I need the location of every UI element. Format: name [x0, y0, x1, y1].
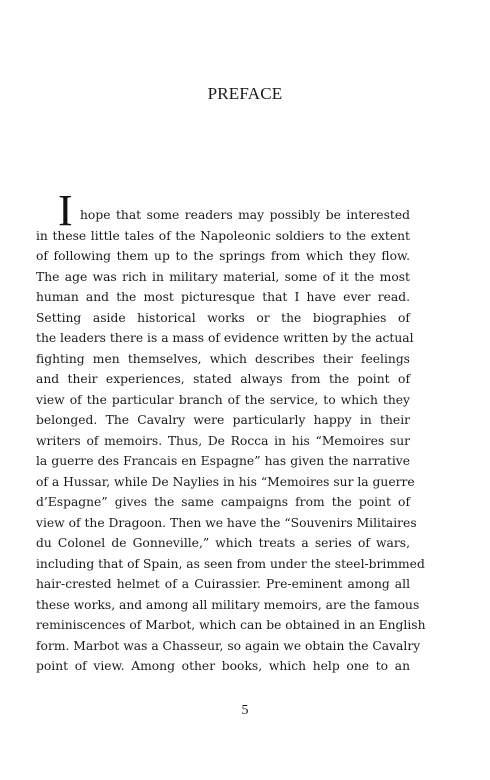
text-line: the leaders there is a mass of evidence written by the actual	[36, 331, 414, 345]
text-line-content: hope that some readers may possibly be interested	[80, 208, 410, 222]
text-line: including that of Spain, as seen from under the steel-brimmed	[36, 556, 425, 571]
text-line: view of the Dragoon. Then we have the “Souvenirs Militaires	[36, 515, 417, 530]
text-line: reminiscences of Marbot, which can be obtained in an English	[36, 618, 426, 632]
text-line: Setting aside historical works or the biographies of	[36, 310, 410, 325]
text-line: d’Espagne” gives the same campaigns from the point of	[36, 495, 410, 509]
text-line: fighting men themselves, which describes their feelings	[36, 351, 410, 366]
text-line: point of view. Among other books, which help one to an	[36, 659, 410, 673]
text-line: belonged. The Cavalry were particularly happy in their	[36, 413, 410, 427]
text-line: in these little tales of the Napoleonic soldiers to the extent	[36, 228, 410, 243]
text-line: and their experiences, stated always from the point of	[36, 372, 410, 386]
text-line: hair-crested helmet of a Cuirassier. Pre-eminent among all	[36, 577, 410, 591]
text-line: writers of memoirs. Thus, De Rocca in his “Memoires sur	[36, 433, 410, 448]
preface-body	[36, 186, 426, 677]
text-line: The age was rich in military material, some of it the most	[36, 269, 410, 284]
text-line: du Colonel de Gonneville,” which treats a series of wars,	[36, 536, 410, 550]
text-line: human and the most picturesque that I have ever read.	[36, 290, 410, 304]
text-line: of following them up to the springs from which they flow.	[36, 249, 410, 263]
text-line: la guerre des Francais en Espagne” has given the narrative	[36, 454, 410, 468]
text-line: view of the particular branch of the service, to which they	[36, 392, 410, 407]
text-line	[36, 186, 410, 235]
text-line: of a Hussar, while De Naylies in his “Memoires sur la guerre	[36, 474, 415, 489]
drop-cap: I	[58, 186, 73, 235]
chapter-title: PREFACE	[207, 84, 283, 103]
text-line: these works, and among all military memoirs, are the famous	[36, 597, 420, 612]
page-number: 5	[241, 703, 249, 718]
text-line: form. Marbot was a Chasseur, so again we obtain the Cavalry	[36, 638, 421, 653]
